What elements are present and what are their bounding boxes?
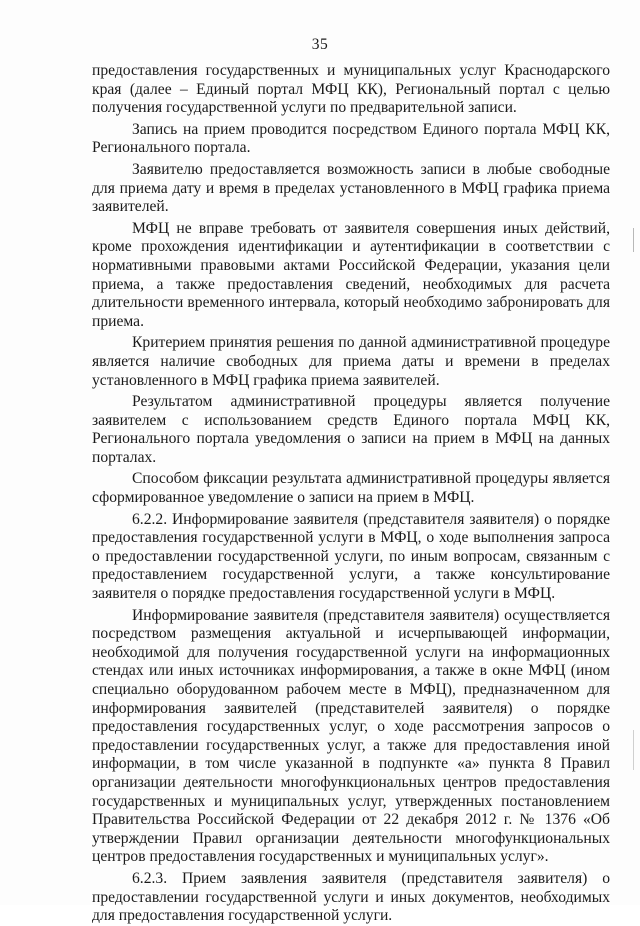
paragraph: Заявителю предоставляется возможность записи в любые свободные для приема дату и время в пределах установленного в МФЦ графика приема заявителей. [92,160,610,216]
paragraph-continuation: предоставления государственных и муниципальных услуг Краснодарского края (далее – Единый портал МФЦ КК), Региональный портал с целью получения государственной услуги по предварительной записи. [92,62,610,117]
paragraph: Критерием принятия решения по данной административной процедуре является наличие свободных для приема даты и времени в пределах установленного в МФЦ графика приема заявителей. [92,334,610,389]
page-number: 35 [311,36,329,53]
paragraph: Результатом административной процедуры является получение заявителем с использованием средств Единого портала МФЦ КК, Регионального портала уведомления о записи на прием в МФЦ на данных порталах. [92,393,610,466]
section-6-2-3: 6.2.3. Прием заявления заявителя (представителя заявителя) о предоставлении государственной услуги и иных документов, необходимых для предоставления государственной услуги. [92,869,610,925]
section-6-2-2: 6.2.2. Информирование заявителя (представителя заявителя) о порядке предоставления государственной услуги в МФЦ, о ходе выполнения запроса о предоставлении государственной услуги, по иным вопросам, связанным с предоставлением государственной услуги, а также консультирование заявителя о порядке предоставления государственной услуги в МФЦ. [92,510,610,603]
scan-edge-mark [633,228,634,252]
paragraph: МФЦ не вправе требовать от заявителя совершения иных действий, кроме прохождения идентификации и аутентификации в соответствии с нормативными правовыми актами Российской Федерации, указания цели приема, а также предоставления сведений, необходимых для расчета длительности временного интервала, который необходимо забронировать для приема. [92,219,610,330]
scan-edge-mark [633,730,634,770]
paragraph: Информирование заявителя (представителя заявителя) осуществляется посредством размещения актуальной и исчерпывающей информации, необходимой для получения государственной услуги на информационных стендах или иных источниках информирования, а также в окне МФЦ (ином специально оборудованном рабочем месте в МФЦ), предназначенном для информирования заявителей (представителей заявителя) о порядке предоставления государственных услуг, о ходе рассмотрения запросов о предоставлении государственных услуг, а также для предоставления иной информации, в том числе указанной в подпункте «а» пункта 8 Правил организации деятельности многофункциональных центров предоставления государственных и муниципальных услуг, утвержденных постановлением Правительства Российской Федерации от 22 декабря 2012 г. № 1376 «Об утверждении Правил организации деятельности многофункциональных центров предоставления государственных и муниципальных услуг». [92,606,610,866]
paragraph: Способом фиксации результата административной процедуры является сформированное уведомление о записи на прием в МФЦ. [92,470,610,507]
paragraph: Запись на прием проводится посредством Единого портала МФЦ КК, Регионального портала. [92,120,610,157]
document-body [92,62,610,926]
